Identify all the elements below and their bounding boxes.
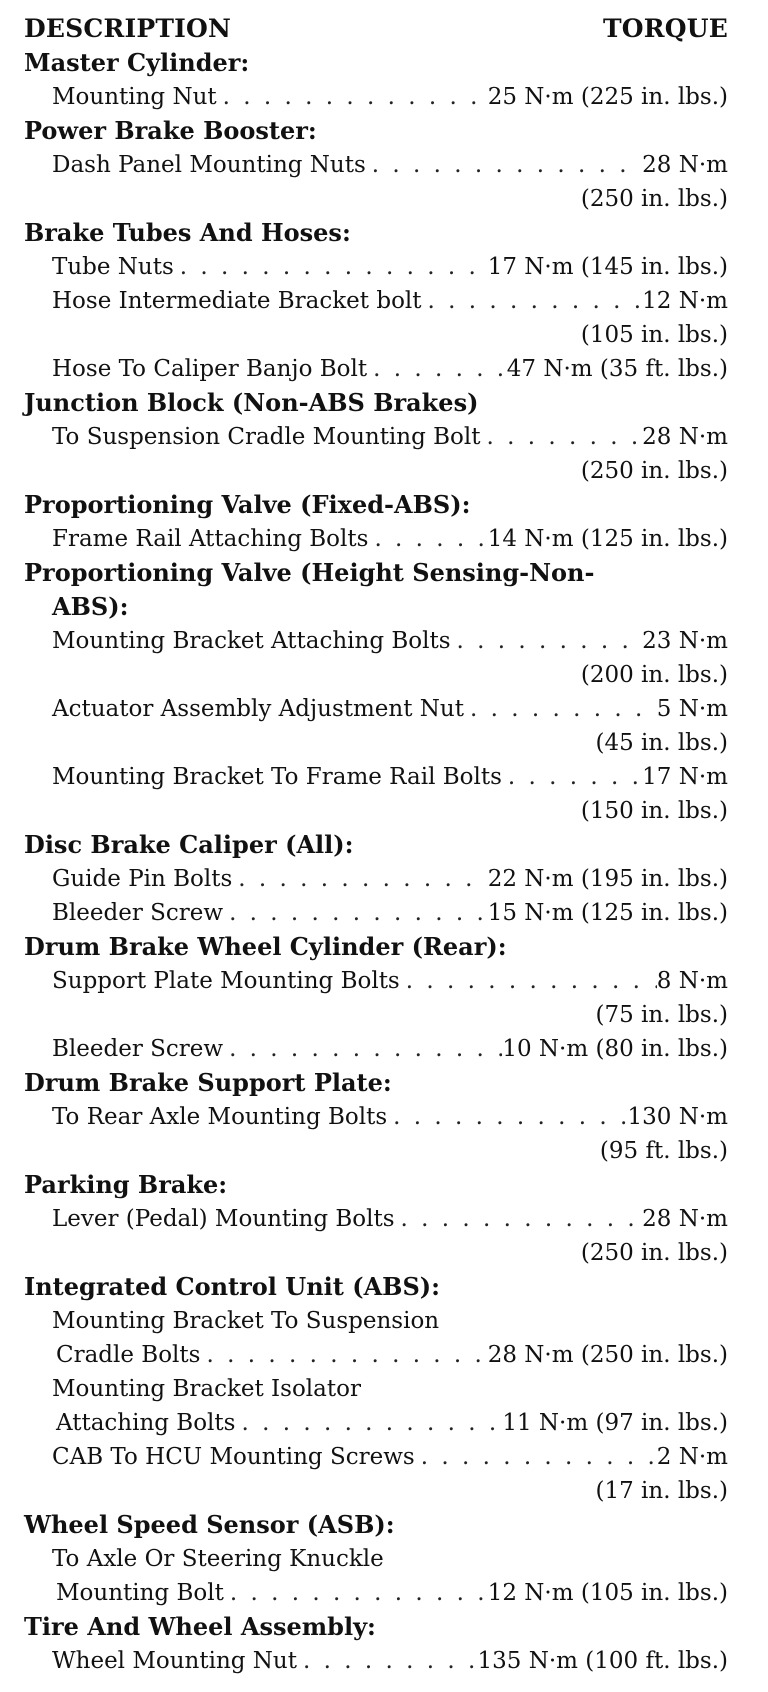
torque-specification-table xyxy=(24,0,728,1678)
torque-value: 25 N·m (225 in. lbs.) xyxy=(487,84,728,110)
section-title: Proportioning Valve (Fixed-ABS): xyxy=(24,490,471,519)
item-label: To Suspension Cradle Mounting Bolt xyxy=(52,424,481,450)
item-label: Support Plate Mounting Bolts xyxy=(52,968,400,994)
torque-value: 135 N·m (100 ft. lbs.) xyxy=(477,1648,728,1674)
torque-value-continuation: (250 in. lbs.) xyxy=(580,186,728,212)
torque-value: 28 N·m xyxy=(642,152,728,178)
torque-value-continuation: (75 in. lbs.) xyxy=(595,1002,728,1028)
torque-value: 130 N·m xyxy=(627,1104,728,1130)
torque-value: 8 N·m xyxy=(656,968,728,994)
torque-value: 17 N·m xyxy=(642,764,728,790)
section-title: Brake Tubes And Hoses: xyxy=(24,218,351,247)
item-label: Cradle Bolts xyxy=(56,1342,201,1368)
table-body xyxy=(24,46,728,1678)
item-label: Attaching Bolts xyxy=(56,1410,236,1436)
table-row xyxy=(24,1032,728,1066)
item-label: Tube Nuts xyxy=(52,254,174,280)
section-title: Master Cylinder: xyxy=(24,48,250,77)
torque-value: 23 N·m xyxy=(642,628,728,654)
table-row xyxy=(24,692,728,726)
dot-leader xyxy=(422,284,643,318)
dot-leader xyxy=(464,692,657,726)
table-row xyxy=(24,760,728,794)
torque-value: 2 N·m xyxy=(656,1444,728,1470)
torque-value: 28 N·m xyxy=(642,424,728,450)
item-label-first-line: Mounting Bracket To Suspension xyxy=(52,1308,440,1334)
section-title-continuation: ABS): xyxy=(52,592,129,621)
item-label: Dash Panel Mounting Nuts xyxy=(52,152,366,178)
torque-value: 12 N·m xyxy=(642,288,728,314)
description-column-header: DESCRIPTION xyxy=(24,14,232,43)
section-title: Integrated Control Unit (ABS): xyxy=(24,1272,441,1301)
table-row xyxy=(24,80,728,114)
torque-value: 10 N·m (80 in. lbs.) xyxy=(502,1036,728,1062)
table-row xyxy=(24,1440,728,1474)
dot-leader xyxy=(400,964,657,998)
dot-leader xyxy=(368,522,487,556)
table-row xyxy=(24,1576,728,1610)
item-label: Mounting Nut xyxy=(52,84,217,110)
section-title: Tire And Wheel Assembly: xyxy=(24,1612,376,1641)
dot-leader xyxy=(232,862,487,896)
torque-value: 5 N·m xyxy=(656,696,728,722)
section-title: Junction Block (Non-ABS Brakes) xyxy=(24,388,479,417)
item-label: Actuator Assembly Adjustment Nut xyxy=(52,696,464,722)
table-row xyxy=(24,862,728,896)
torque-value: 11 N·m (97 in. lbs.) xyxy=(502,1410,728,1436)
torque-value-continuation: (250 in. lbs.) xyxy=(580,458,728,484)
table-row xyxy=(24,148,728,182)
table-row xyxy=(24,1644,728,1678)
dot-leader xyxy=(451,624,643,658)
item-label: Mounting Bracket To Frame Rail Bolts xyxy=(52,764,502,790)
table-header xyxy=(24,12,728,46)
dot-leader xyxy=(415,1440,657,1474)
torque-value: 47 N·m (35 ft. lbs.) xyxy=(506,356,728,382)
dot-leader xyxy=(366,148,642,182)
item-label: Lever (Pedal) Mounting Bolts xyxy=(52,1206,395,1232)
section-title: Disc Brake Caliper (All): xyxy=(24,830,354,859)
dot-leader xyxy=(387,1100,627,1134)
table-row xyxy=(24,284,728,318)
item-label: To Rear Axle Mounting Bolts xyxy=(52,1104,388,1130)
dot-leader xyxy=(200,1338,487,1372)
table-row xyxy=(24,1100,728,1134)
table-row xyxy=(24,624,728,658)
dot-leader xyxy=(223,1032,502,1066)
item-label: Mounting Bolt xyxy=(56,1580,224,1606)
torque-value: 12 N·m (105 in. lbs.) xyxy=(487,1580,728,1606)
dot-leader xyxy=(235,1406,502,1440)
table-row xyxy=(24,250,728,284)
torque-value: 14 N·m (125 in. lbs.) xyxy=(487,526,728,552)
section-title: Drum Brake Wheel Cylinder (Rear): xyxy=(24,932,507,961)
torque-value: 15 N·m (125 in. lbs.) xyxy=(487,900,728,926)
item-label: Frame Rail Attaching Bolts xyxy=(52,526,369,552)
dot-leader xyxy=(502,760,642,794)
dot-leader xyxy=(297,1644,478,1678)
item-label: CAB To HCU Mounting Screws xyxy=(52,1444,415,1470)
table-row xyxy=(24,522,728,556)
torque-value-continuation: (95 ft. lbs.) xyxy=(599,1138,728,1164)
torque-value-continuation: (150 in. lbs.) xyxy=(580,798,728,824)
dot-leader xyxy=(395,1202,643,1236)
section-title: Parking Brake: xyxy=(24,1170,228,1199)
torque-column-header: TORQUE xyxy=(603,14,728,43)
section-title: Proportioning Valve (Height Sensing-Non- xyxy=(24,558,595,587)
dot-leader xyxy=(367,352,507,386)
torque-value: 22 N·m (195 in. lbs.) xyxy=(487,866,728,892)
table-row xyxy=(24,896,728,930)
item-label-first-line: To Axle Or Steering Knuckle xyxy=(52,1546,384,1572)
item-label: Hose Intermediate Bracket bolt xyxy=(52,288,422,314)
section-title: Power Brake Booster: xyxy=(24,116,317,145)
table-row xyxy=(24,1338,728,1372)
table-row xyxy=(24,964,728,998)
item-label: Mounting Bracket Attaching Bolts xyxy=(52,628,451,654)
table-row xyxy=(24,1406,728,1440)
torque-value: 28 N·m xyxy=(642,1206,728,1232)
table-row xyxy=(24,1202,728,1236)
table-row xyxy=(24,352,728,386)
item-label: Guide Pin Bolts xyxy=(52,866,233,892)
dot-leader xyxy=(224,1576,488,1610)
dot-leader xyxy=(174,250,488,284)
torque-value-continuation: (250 in. lbs.) xyxy=(580,1240,728,1266)
item-label: Bleeder Screw xyxy=(52,900,224,926)
item-label-first-line: Mounting Bracket Isolator xyxy=(52,1376,361,1402)
torque-value-continuation: (17 in. lbs.) xyxy=(595,1478,728,1504)
table-row xyxy=(24,420,728,454)
item-label: Hose To Caliper Banjo Bolt xyxy=(52,356,368,382)
torque-value: 28 N·m (250 in. lbs.) xyxy=(487,1342,728,1368)
dot-leader xyxy=(223,896,488,930)
item-label: Bleeder Screw xyxy=(52,1036,224,1062)
torque-value-continuation: (105 in. lbs.) xyxy=(580,322,728,348)
torque-value: 17 N·m (145 in. lbs.) xyxy=(487,254,728,280)
item-label: Wheel Mounting Nut xyxy=(52,1648,297,1674)
torque-value-continuation: (200 in. lbs.) xyxy=(580,662,728,688)
section-title: Wheel Speed Sensor (ASB): xyxy=(24,1510,395,1539)
section-title: Drum Brake Support Plate: xyxy=(24,1068,392,1097)
dot-leader xyxy=(481,420,643,454)
dot-leader xyxy=(217,80,488,114)
torque-value-continuation: (45 in. lbs.) xyxy=(595,730,728,756)
